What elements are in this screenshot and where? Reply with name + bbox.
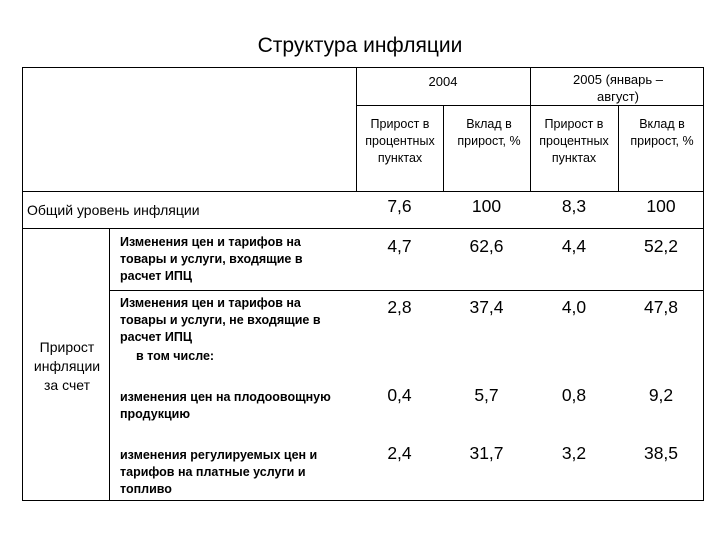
- year-2004-header: 2004: [428, 74, 458, 89]
- cell-fruit-vegetables-2005-share: 9,2: [648, 385, 674, 405]
- cell-cpi-excluded-2005-pp: 4,0: [561, 297, 587, 317]
- cell-cpi-included-2004-pp: 4,7: [387, 236, 412, 256]
- col-header-contribution-2004: Вклад в прирост, %: [457, 117, 521, 148]
- grid-line: [109, 290, 704, 291]
- row-label-cpi-included: Изменения цен и тарифов на товары и услуги, входящие в расчет ИПЦ: [120, 235, 303, 283]
- row-label-cpi-excluded: Изменения цен и тарифов на товары и услуги, не входящие в расчет ИПЦ: [120, 296, 321, 344]
- grid-line: [530, 68, 531, 191]
- grid-line: [23, 191, 704, 192]
- inflation-structure-table: [22, 67, 704, 501]
- row-label-total: Общий уровень инфляции: [27, 202, 200, 218]
- cell-cpi-excluded-2004-share: 37,4: [469, 297, 504, 317]
- cell-cpi-included-2005-share: 52,2: [643, 236, 679, 256]
- col-header-contribution-2005: Вклад в прирост, %: [630, 117, 694, 148]
- cell-fruit-vegetables-2004-share: 5,7: [474, 385, 499, 405]
- page-title: Структура инфляции: [257, 34, 463, 57]
- cell-cpi-excluded-2004-pp: 2,8: [387, 297, 412, 317]
- cell-regulated-prices-2005-share: 38,5: [643, 443, 679, 463]
- grid-line: [109, 228, 110, 501]
- row-label-fruit-vegetables: изменения цен на плодоовощную продукцию: [120, 390, 331, 421]
- cell-cpi-included-2005-pp: 4,4: [561, 236, 587, 256]
- cell-total-2005-pp: 8,3: [561, 196, 587, 216]
- grid-line: [443, 105, 444, 191]
- row-label-regulated-prices: изменения регулируемых цен и тарифов на платные услуги и топливо: [120, 448, 318, 496]
- side-label: Прирост инфляции за счет: [33, 339, 101, 393]
- cell-fruit-vegetables-2005-pp: 0,8: [561, 385, 587, 405]
- grid-line: [23, 228, 704, 229]
- cell-regulated-prices-2004-share: 31,7: [469, 443, 504, 463]
- grid-line: [356, 105, 704, 106]
- cell-fruit-vegetables-2004-pp: 0,4: [387, 385, 412, 405]
- col-header-increase-2005: Прирост в процентных пунктах: [539, 117, 609, 165]
- cell-regulated-prices-2005-pp: 3,2: [561, 443, 587, 463]
- cell-total-2004-pp: 7,6: [387, 196, 412, 216]
- col-header-increase-2004: Прирост в процентных пунктах: [365, 117, 435, 165]
- cell-regulated-prices-2004-pp: 2,4: [387, 443, 412, 463]
- cell-total-2005-share: 100: [646, 196, 676, 216]
- cell-cpi-included-2004-share: 62,6: [469, 236, 504, 256]
- row-sublabel-including: в том числе:: [136, 349, 215, 363]
- cell-cpi-excluded-2005-share: 47,8: [643, 297, 679, 317]
- year-2005-header: 2005 (январь – август): [573, 72, 663, 104]
- grid-line: [618, 105, 619, 191]
- cell-total-2004-share: 100: [471, 196, 502, 216]
